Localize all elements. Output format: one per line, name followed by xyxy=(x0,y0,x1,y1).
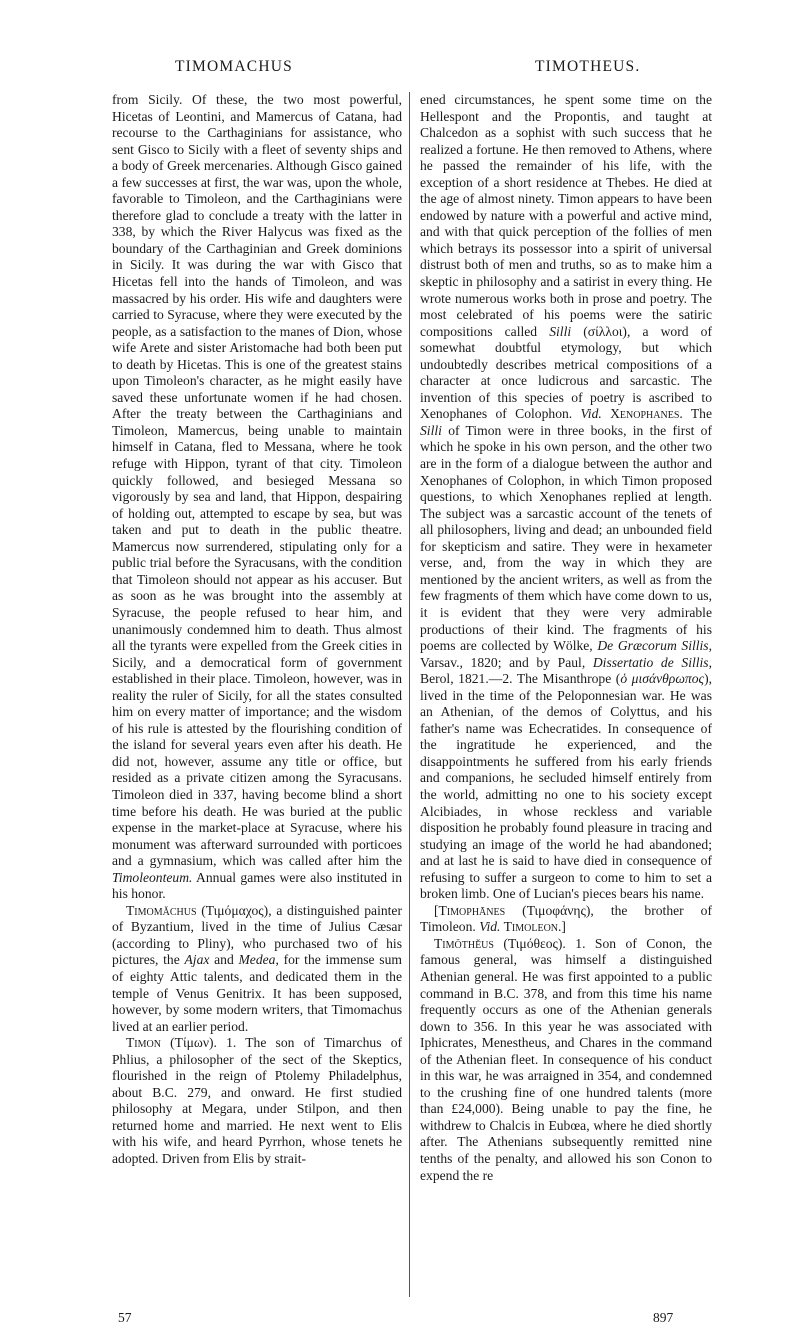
timon-continuation: ened circumstances, he spent some time on the Hellespont and the Propontis, and taught at Chalcedon as a sophist with such success that he realized a fortune. He then removed to Athens, where he passed the remainder of his life, with the exception of a short residence at Thebes. He died at the age of almost ninety. Timon appears to have been endowed by nature with a powerful and active mind, and with that quick perception of the follies of men which betrays its possessor into a spirit of universal distrust both of men and truths, so as to make him a skeptic in philosophy and a satirist in every thing. He wrote numerous works both in prose and poetry. The most celebrated of his poems were the satiric compositions called Silli (σίλλοι), a word of somewhat doubtful etymology, but which undoubtedly describes metrical compositions of a character at once ludicrous and sarcastic. The invention of this species of poetry is ascribed to Xenophanes of Colophon. Vid. Xenophanes. The Silli of Timon were in three books, in the first of which he spoke in his own person, and the other two are in the form of a dialogue between the author and Xenophanes of Colophon, in which Timon proposed questions, to which Xenophanes replied at length. The subject was a sarcastic account of the tenets of all philosophers, living and dead; an unbounded field for skepticism and satire. They were in hexameter verse, and, from the way in which they are mentioned by the ancient writers, as well as from the few fragments of them which have come down to us, it is evident that they were very admirable productions of their kind. The fragments of his poems are collected by Wölke, De Græcorum Sillis, Varsav., 1820; and by Paul, Dissertatio de Sillis, Berol, 1821.—2. The Misanthrope (ὁ μισάνθρωπος), lived in the time of the Peloponnesian war. He was an Athenian, of the demos of Colyttus, and his father's name was Echecratides. In consequence of the ingratitude he experienced, and the disappointments he suffered from his early friends and companions, he secluded himself entirely from the world, admitting no one to his society except Alcibiades, in whose reckless and variable disposition he probably found pleasure in tracing and studying an image of the world he had abandoned; and at last he is said to have died in consequence of refusing to suffer a surgeon to come to him to set a broken limb. One of Lucian's pieces bears his name. xyxy=(420,92,712,902)
header-right-title: TIMOTHEUS. xyxy=(535,58,641,75)
entry-timophanes: [Timophānes (Τιμοφάνης), the brother of Timoleon. Vid. Timoleon.] xyxy=(420,902,712,935)
header-left-title: TIMOMACHUS xyxy=(175,58,293,75)
page-number-right: 897 xyxy=(653,1310,674,1325)
entry-headword: [Timophānes xyxy=(434,902,506,918)
running-header xyxy=(0,58,800,80)
page-number-left: 57 xyxy=(118,1310,132,1325)
entry-timon: Timon (Τίμων). 1. The son of Timarchus of Phlius, a philosopher of the sect of the Skeptics, flourished in the reign of Ptolemy Philadelphus, about B.C. 279, and onward. He first studied philosophy at Megara, under Stilpon, and then returned home and married. He next went to Elis with his wife, and heard Pyrrhon, whose tenets he adopted. Driven from Elis by strait- xyxy=(112,1035,402,1166)
entry-timotheus: Timŏthĕus (Τιμόθεος). 1. Son of Conon, the famous general, was himself a distinguished Athenian general. He was first appointed to a public command in B.C. 378, and from this time his name frequently occurs as one of the Athenian generals down to 356. In this year he was associated with Iphicrates, Menestheus, and Chares in the command of the Athenian fleet. In consequence of his conduct in this war, he was arraigned in 354, and condemned to the crushing fine of one hundred talents (more than £24,000). Being unable to pay the fine, he withdrew to Chalcis in Eubœa, where he died shortly after. The Athenians subsequently remitted nine tenths of the penalty, and allowed his son Conon to expend the re xyxy=(420,935,712,1183)
column-divider xyxy=(409,92,410,1297)
left-column xyxy=(112,92,402,1299)
right-column xyxy=(420,92,712,1299)
entry-headword: Timon xyxy=(126,1035,161,1051)
timoleon-continuation: from Sicily. Of these, the two most powerful, Hicetas of Leontini, and Mamercus of Catana, had recourse to the Carthaginians for assistance, who sent Gisco to Sicily with a fleet of seventy ships and a body of Greek mercenaries. Although Gisco gained a few successes at first, the war was, upon the whole, favorable to Timoleon, and the Carthaginians were therefore glad to conclude a treaty with the latter in 338, by which the River Halycus was fixed as the boundary of the Carthaginian and Greek dominions in Sicily. It was during the war with Gisco that Hicetas fell into the hands of Timoleon, and was massacred by his order. His wife and daughters were carried to Syracuse, where they were executed by the people, as a satisfaction to the manes of Dion, whose wife Arete and sister Aristomache had both been put to death by Hicetas. This is one of the greatest stains upon Timoleon's character, as he might easily have saved these unfortunate women if he had chosen. After the treaty between the Carthaginians and Timoleon, Mamercus, being unable to maintain himself in Catana, fled to Messana, where he took refuge with Hippon, tyrant of that city. Timoleon quickly followed, and besieged Messana so vigorously by sea and land, that Hippon, despairing of holding out, attempted to escape by sea, but was taken and put to death in the public theatre. Mamercus now surrendered, stipulating only for a public trial before the Syracusans, with the condition that Timoleon should not appear as his accuser. But as soon as he was brought into the assembly at Syracuse, the people refused to hear him, and unanimously condemned him to death. Thus almost all the tyrants were expelled from the Greek cities in Sicily, and a democratical form of government established in their place. Timoleon, however, was in reality the ruler of Sicily, for all the states consulted him on every matter of importance; and the wisdom of his rule is attested by the flourishing condition of the island for several years even after his death. He did not, however, assume any title or office, but resided as a private citizen among the Syracusans. Timoleon died in 337, having become blind a short time before his death. He was buried at the public expense in the market-place at Syracuse, where his monument was afterward surrounded with porticoes and a gymnasium, which was called after him the Timoleonteum. Annual games were also instituted in his honor. xyxy=(112,92,402,902)
entry-timomachus: Timomăchus (Τιμόμαχος), a distinguished painter of Byzantium, lived in the time of Julius Cæsar (according to Pliny), who purchased two of his pictures, the Ajax and Medea, for the immense sum of eighty Attic talents, and dedicated them in the temple of Venus Genitrix. It has been supposed, however, by some modern writers, that Timomachus lived at an earlier period. xyxy=(112,902,402,1034)
entry-headword: Timomăchus xyxy=(126,902,197,918)
entry-headword: Timŏthĕus xyxy=(434,935,494,951)
